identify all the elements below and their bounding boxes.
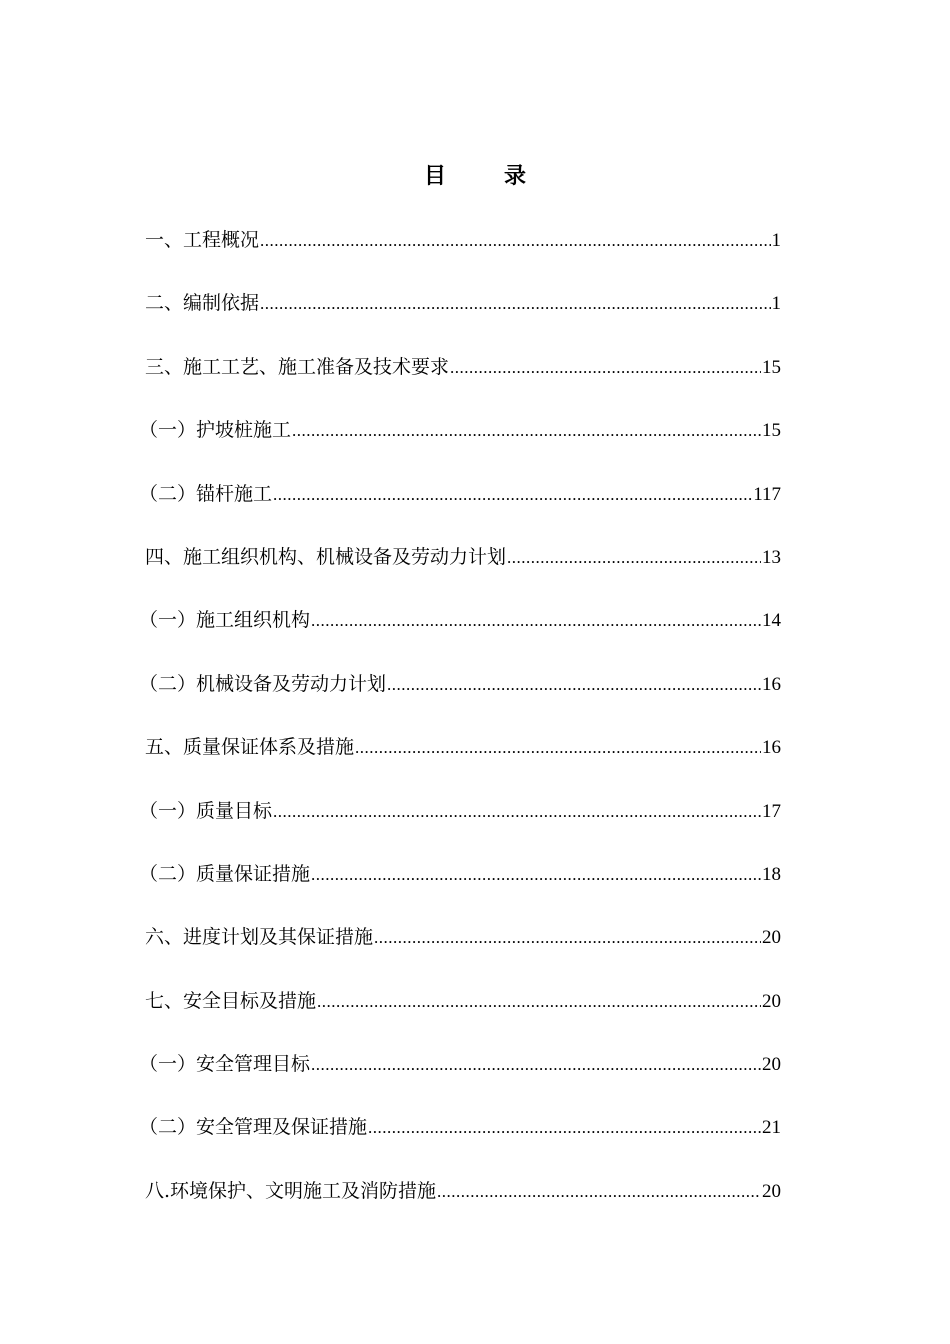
toc-dot-leader: [311, 603, 761, 639]
toc-entry-label: （二）安全管理及保证措施: [139, 1116, 368, 1139]
toc-entry[interactable]: [145, 1173, 781, 1236]
toc-entry[interactable]: [145, 983, 781, 1046]
toc-entry-label: （二）锚杆施工: [139, 482, 273, 505]
toc-entry-label: （二）机械设备及劳动力计划: [139, 672, 387, 695]
toc-entry[interactable]: [145, 285, 781, 348]
toc-dot-leader: [273, 477, 752, 513]
toc-subentry[interactable]: [139, 602, 781, 665]
toc-entry[interactable]: [145, 349, 781, 412]
toc-dot-leader: [311, 1047, 761, 1083]
toc-page-number: 15: [762, 356, 781, 378]
title-char-second: 录: [504, 163, 527, 189]
toc-entry-label: 四、施工组织机构、机械设备及劳动力计划: [145, 545, 507, 568]
toc-entry[interactable]: [145, 222, 781, 285]
page-title: [0, 160, 950, 192]
toc-entry[interactable]: [145, 539, 781, 602]
toc-entry-label: 二、编制依据: [145, 292, 260, 315]
toc-dot-leader: [273, 794, 761, 830]
toc-page-number: 117: [753, 483, 781, 505]
toc-page-number: 1: [771, 293, 781, 315]
toc-dot-leader: [374, 920, 761, 956]
toc-dot-leader: [260, 223, 770, 259]
toc-dot-leader: [507, 540, 761, 576]
toc-dot-leader: [292, 413, 761, 449]
toc-dot-leader: [311, 857, 761, 893]
toc-entry-label: （二）质量保证措施: [139, 862, 311, 885]
toc-dot-leader: [317, 984, 761, 1020]
toc-page-number: 20: [762, 1180, 781, 1202]
toc-page-number: 21: [762, 1117, 781, 1139]
toc-entry-label: 五、质量保证体系及措施: [145, 736, 355, 759]
toc-dot-leader: [260, 286, 770, 322]
toc-page-number: 1: [771, 230, 781, 251]
toc-entry-label: 六、进度计划及其保证措施: [145, 926, 374, 949]
toc-page-number: 17: [762, 800, 781, 822]
toc-entry-label: （一）质量目标: [139, 799, 273, 822]
toc-subentry[interactable]: [139, 1109, 781, 1172]
toc-page-number: 18: [762, 863, 781, 885]
toc-entry-label: （一）施工组织机构: [139, 609, 311, 632]
toc-page-number: 16: [762, 673, 781, 695]
toc-subentry[interactable]: [139, 476, 781, 539]
toc-subentry[interactable]: [139, 1046, 781, 1109]
toc-entry-label: （一）护坡桩施工: [139, 419, 292, 442]
toc-page-number: 13: [762, 546, 781, 568]
toc-page-number: 16: [762, 737, 781, 759]
toc-page-number: 14: [762, 610, 781, 632]
toc-dot-leader: [387, 667, 761, 703]
toc-entry-label: 七、安全目标及措施: [145, 989, 317, 1012]
toc-entry-label: 八.环境保护、文明施工及消防措施: [145, 1179, 437, 1202]
toc-subentry[interactable]: [139, 793, 781, 856]
toc-page-number: 15: [762, 420, 781, 442]
toc-dot-leader: [450, 350, 761, 386]
toc-page-number: 20: [762, 927, 781, 949]
toc-entry[interactable]: [145, 919, 781, 982]
title-char-first: 目: [423, 163, 446, 189]
toc-page-number: 20: [762, 990, 781, 1012]
toc-dot-leader: [437, 1174, 761, 1210]
toc-dot-leader: [368, 1110, 761, 1146]
toc-entry-label: 三、施工工艺、施工准备及技术要求: [145, 355, 450, 378]
toc-dot-leader: [355, 730, 761, 766]
table-of-contents: [139, 222, 781, 1236]
toc-entry-label: （一）安全管理目标: [139, 1053, 311, 1076]
toc-subentry[interactable]: [139, 412, 781, 475]
toc-page-number: 20: [762, 1054, 781, 1076]
toc-subentry[interactable]: [139, 666, 781, 729]
toc-subentry[interactable]: [139, 856, 781, 919]
toc-entry[interactable]: [145, 729, 781, 792]
toc-entry-label: 一、工程概况: [145, 229, 260, 251]
